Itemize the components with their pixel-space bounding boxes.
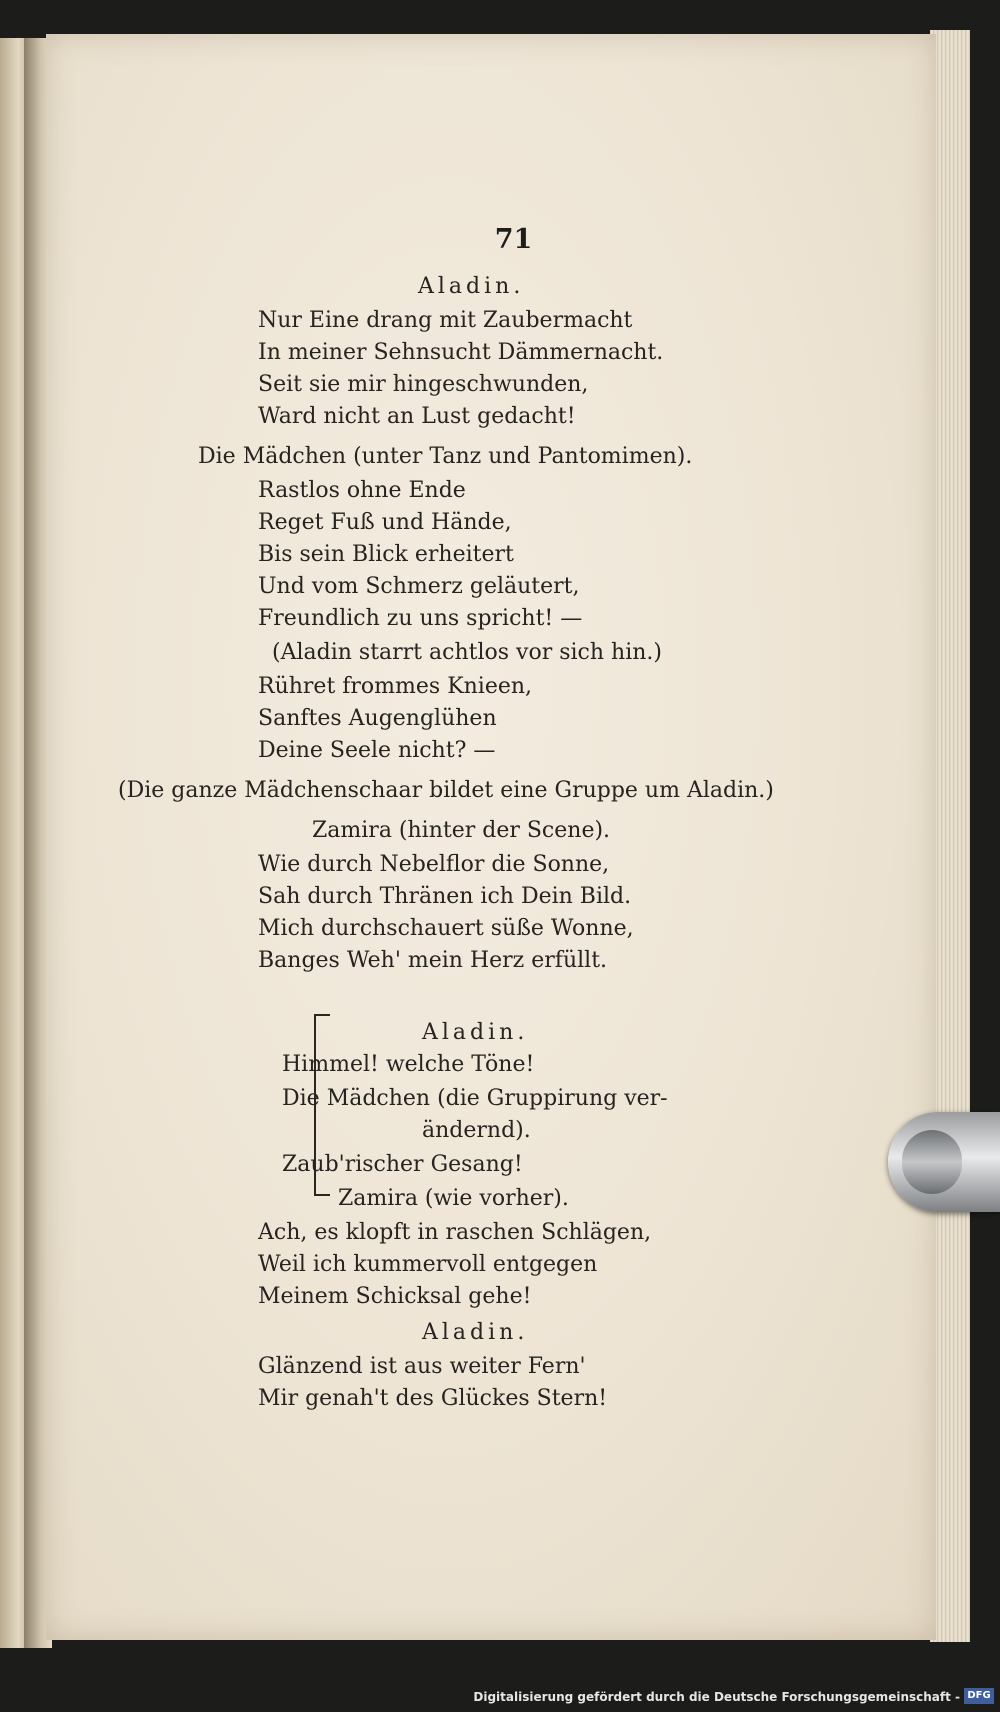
verse-line: Nur Eine drang mit Zaubermacht	[258, 308, 633, 333]
verse-line: Und vom Schmerz geläutert,	[258, 574, 580, 599]
speaker-maedchen: Die Mädchen (die Gruppirung ver-	[282, 1086, 668, 1111]
verse-line: Rühret frommes Knieen,	[258, 674, 533, 699]
verse-line: Rastlos ohne Ende	[258, 478, 466, 503]
verse-line: Himmel! welche Töne!	[282, 1052, 535, 1077]
metal-clip	[888, 1112, 1000, 1212]
verse-line: Bis sein Blick erheitert	[258, 542, 514, 567]
verse-line: Sanftes Augenglühen	[258, 706, 497, 731]
verse-line: Freundlich zu uns spricht! —	[258, 606, 583, 631]
footer-credit: Digitalisierung gefördert durch die Deutsche Forschungsgemeinschaft -	[473, 1690, 960, 1704]
verse-line: Sah durch Thränen ich Dein Bild.	[258, 884, 632, 909]
verse-line: Wie durch Nebelflor die Sonne,	[258, 852, 610, 877]
verse-line: Ach, es klopft in raschen Schlägen,	[258, 1220, 652, 1245]
speaker-aladin: Aladin.	[418, 274, 525, 299]
verse-line: Glänzend ist aus weiter Fern'	[258, 1354, 586, 1379]
speaker-zamira: Zamira (wie vorher).	[338, 1186, 569, 1211]
verse-line: Reget Fuß und Hände,	[258, 510, 512, 535]
verse-line: Deine Seele nicht? —	[258, 738, 496, 763]
stage-direction: ändernd).	[422, 1118, 531, 1143]
stage-direction: (Die ganze Mädchenschaar bildet eine Gruppe um Aladin.)	[118, 778, 774, 803]
page-stack-edge	[930, 30, 970, 1642]
left-page-edge	[0, 38, 26, 1648]
verse-line: In meiner Sehnsucht Dämmernacht.	[258, 340, 664, 365]
speaker-aladin: Aladin.	[422, 1320, 529, 1345]
verse-line: Banges Weh' mein Herz erfüllt.	[258, 948, 608, 973]
speaker-zamira: Zamira (hinter der Scene).	[312, 818, 611, 843]
verse-line: Zaub'rischer Gesang!	[282, 1152, 523, 1177]
book-page	[46, 34, 936, 1640]
verse-line: Weil ich kummervoll entgegen	[258, 1252, 598, 1277]
speaker-maedchen: Die Mädchen (unter Tanz und Pantomimen).	[198, 444, 693, 469]
speaker-aladin: Aladin.	[422, 1020, 529, 1045]
footer-bar	[0, 1684, 1000, 1712]
page-number: 71	[494, 224, 533, 255]
stage-direction: (Aladin starrt achtlos vor sich hin.)	[272, 640, 662, 665]
dfg-logo-icon: DFG	[964, 1688, 994, 1704]
verse-line: Mich durchschauert süße Wonne,	[258, 916, 634, 941]
verse-line: Ward nicht an Lust gedacht!	[258, 404, 576, 429]
verse-line: Seit sie mir hingeschwunden,	[258, 372, 589, 397]
verse-line: Mir genah't des Glückes Stern!	[258, 1386, 608, 1411]
metal-clip-hole	[902, 1130, 962, 1194]
verse-line: Meinem Schicksal gehe!	[258, 1284, 532, 1309]
